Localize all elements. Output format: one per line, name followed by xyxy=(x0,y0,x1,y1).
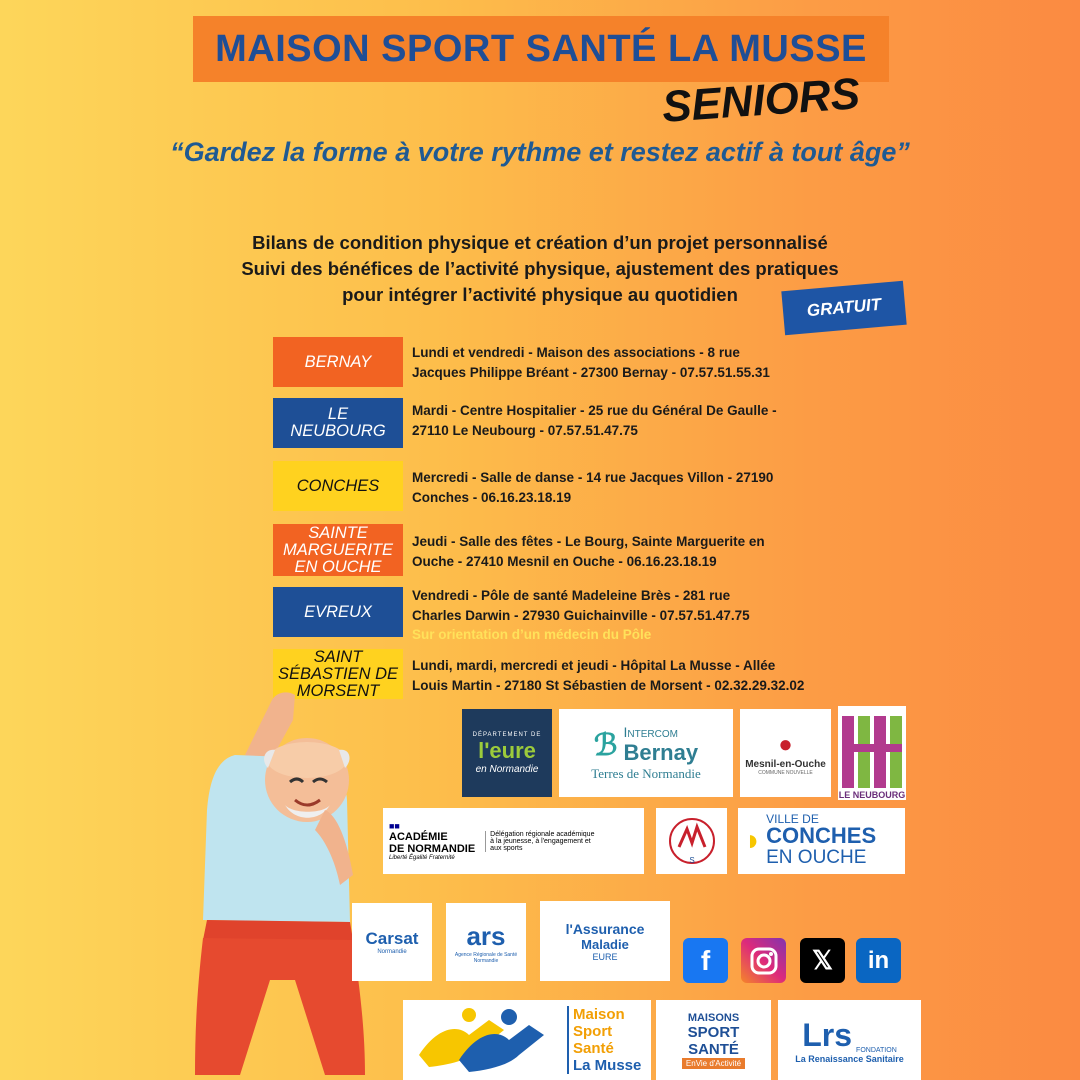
logo-maison-sport-sante-la-musse xyxy=(403,1000,651,1080)
facebook-icon[interactable]: f xyxy=(683,938,728,983)
conches-line3: EN OUCHE xyxy=(766,847,867,868)
info-line: Ouche - 27410 Mesnil en Ouche - 06.16.23.18.19 xyxy=(412,553,717,569)
logo-conches-en-ouche xyxy=(738,808,905,874)
x-icon[interactable]: 𝕏 xyxy=(800,938,845,983)
assurance-line2: Maladie xyxy=(581,936,629,952)
carsat-label: Carsat xyxy=(365,929,419,948)
academie-motto: Liberté Égalité Fraternité xyxy=(389,855,455,861)
academie-desc: Délégation régionale académique à la jeunesse, à l'engagement et aux sports xyxy=(485,831,595,852)
lrs-main: Lrs xyxy=(802,1016,853,1053)
slogan-quote: “Gardez la forme à votre rythme et restez actif à tout âge” xyxy=(170,137,910,167)
info-line: Jeudi - Salle des fêtes - Le Bourg, Sainte Marguerite en xyxy=(412,534,765,549)
maisons-line2: SPORT xyxy=(687,1023,740,1041)
logo-eure-sub: en Normandie xyxy=(475,763,539,775)
info-line: Charles Darwin - 27930 Guichainville - 07.57.51.47.75 xyxy=(412,607,750,623)
logo-mesnil-en-ouche xyxy=(740,709,831,797)
mss-line1: Maison xyxy=(573,1006,625,1023)
location-saint-sebastien: SAINT SÉBASTIEN DE MORSENT xyxy=(273,649,403,699)
carsat-sub: Normandie xyxy=(377,949,407,955)
assurance-line1: l'Assurance xyxy=(565,920,645,937)
location-info-le-neubourg xyxy=(412,401,872,440)
neubourg-label: LE NEUBOURG xyxy=(838,790,906,800)
logo-intercom-bernay xyxy=(559,709,733,797)
location-bernay: BERNAY xyxy=(273,337,403,387)
page-title: MAISON SPORT SANTÉ LA MUSSE xyxy=(215,27,867,70)
info-line: Lundi et vendredi - Maison des associations - 8 rue xyxy=(412,345,740,360)
logo-eure xyxy=(462,709,552,797)
instagram-glyph xyxy=(749,946,779,976)
location-info-saint-sebastien xyxy=(412,656,872,695)
location-sainte-marguerite: SAINTE MARGUERITE EN OUCHE xyxy=(273,524,403,576)
mesnil-label: Mesnil-en-Ouche xyxy=(745,758,826,770)
logo-maisons-sport-sante xyxy=(656,1000,771,1080)
svg-text:S: S xyxy=(688,856,695,865)
conches-line2: CONCHES xyxy=(766,823,877,848)
intercom-swirl-icon: ℬ xyxy=(593,728,618,762)
logo-ars xyxy=(446,903,526,981)
lrs-sub: La Renaissance Sanitaire xyxy=(795,1053,904,1064)
location-info-sainte-marguerite xyxy=(412,532,872,571)
assurance-line3: EURE xyxy=(592,951,618,962)
runners-icon xyxy=(409,1005,559,1075)
info-line: Mardi - Centre Hospitalier - 25 rue du Général De Gaulle - xyxy=(412,403,777,418)
intercom-line2: Bernay xyxy=(623,740,699,765)
academie-line2: DE NORMANDIE xyxy=(389,843,476,855)
mss-line4: La Musse xyxy=(573,1057,642,1074)
neubourg-pattern-icon xyxy=(840,714,904,790)
location-le-neubourg: LE NEUBOURG xyxy=(273,398,403,448)
logo-le-neubourg xyxy=(838,706,906,800)
info-line: Vendredi - Pôle de santé Madeleine Brès - 281 rue xyxy=(412,588,731,603)
logo-academie-normandie xyxy=(383,808,644,874)
location-info-conches xyxy=(412,468,872,507)
gratuit-badge: GRATUIT xyxy=(781,281,906,335)
title-banner xyxy=(193,16,889,82)
logo-assurance-maladie xyxy=(540,901,670,981)
logo-maison-sante-sud xyxy=(656,808,727,874)
location-evreux: EVREUX xyxy=(273,587,403,637)
logo-eure-top: DÉPARTEMENT DE xyxy=(472,731,542,738)
health-house-icon xyxy=(667,813,717,869)
service-line: Bilans de condition physique et création d’un projet personnalisé xyxy=(252,232,828,253)
maisons-line1: MAISONS xyxy=(687,1011,740,1024)
location-info-bernay xyxy=(412,343,872,382)
marianne-icon: ■■ xyxy=(389,821,400,831)
lrs-fondation: FONDATION xyxy=(856,1046,897,1054)
intercom-line1: Intercom xyxy=(623,724,678,740)
mss-line2: Sport xyxy=(573,1023,613,1040)
ars-sub: Agence Régionale de Santé Normandie xyxy=(454,951,518,964)
maisons-tag: EnVie d'Activité xyxy=(682,1058,745,1069)
info-line: Mercredi - Salle de danse - 14 rue Jacques Villon - 27190 xyxy=(412,470,774,485)
instagram-icon[interactable] xyxy=(741,938,786,983)
senior-illustration xyxy=(175,690,390,1080)
conches-line1: VILLE DE xyxy=(766,812,819,826)
intercom-line3: Terres de Normandie xyxy=(591,766,701,781)
logo-eure-main: l'eure xyxy=(478,737,536,763)
info-line: Conches - 06.16.23.18.19 xyxy=(412,489,572,505)
logo-carsat xyxy=(352,903,432,981)
linkedin-icon[interactable]: in xyxy=(856,938,901,983)
apple-icon: ● xyxy=(778,730,793,758)
seniors-label: SENIORS xyxy=(660,69,862,132)
location-conches: CONCHES xyxy=(273,461,403,511)
info-line: Lundi, mardi, mercredi et jeudi - Hôpital La Musse - Allée xyxy=(412,658,776,673)
mss-line3: Santé xyxy=(573,1040,614,1057)
academie-line1: ACADÉMIE xyxy=(389,831,448,843)
maisons-line3: SANTÉ xyxy=(688,1040,739,1058)
ars-label: ars xyxy=(466,920,506,951)
info-line: Jacques Philippe Bréant - 27300 Bernay - 07.57.51.55.31 xyxy=(412,364,770,380)
service-line: Suivi des bénéfices de l’activité physique, ajustement des pratiques xyxy=(241,258,839,279)
location-info-evreux xyxy=(412,586,872,645)
info-line: Louis Martin - 27180 St Sébastien de Morsent - 02.32.29.32.02 xyxy=(412,677,805,693)
service-line: pour intégrer l’activité physique au quotidien xyxy=(342,284,738,305)
info-note: Sur orientation d’un médecin du Pôle xyxy=(412,627,652,642)
mesnil-sub: COMMUNE NOUVELLE xyxy=(758,769,813,776)
shell-icon: ◗ xyxy=(744,824,763,857)
info-line: 27110 Le Neubourg - 07.57.51.47.75 xyxy=(412,422,638,438)
logo-lrs-fondation xyxy=(778,1000,921,1080)
